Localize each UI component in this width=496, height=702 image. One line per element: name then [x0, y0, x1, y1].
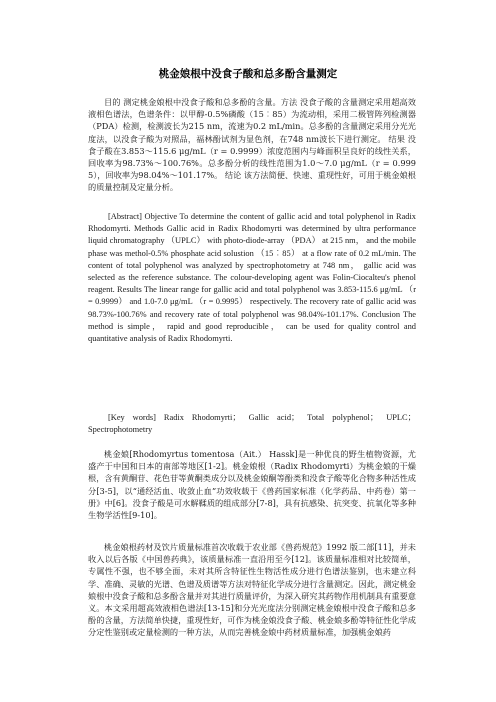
body-paragraph-1: 桃金娘[Rhodomyrtus tomentosa（Ait.） Hassk]是一种优良的野生植物资源，尤盛产于中国和日本的南部等地区[1-2]。桃金娘根（Radix Rhodomyrti）为桃金娘的干燥根，含有黄酮苷、花色苷等黄酮类成分以及桃金娘酮等酚类和没食子酸等化合物多种活性成分[3-5]，以“通经活血、收敛止血”功效收载于《兽药国家标准（化学药品、中药卷）第一册》中[6]。没食子酸是可水解鞣质的组成部分[7-8]，具有抗感染、抗突变、抗氧化等多种生物学活性[9-10]。 — [88, 449, 416, 521]
keywords-english: [Key words] Radix Rhodomyrti； Gallic acid； Total polyphenol； UPLC； Spectrophotometry — [88, 413, 416, 435]
body-paragraph-2: 桃金娘根药材及饮片质量标准首次收载于农业部《兽药规范》1992 版二部[11]，并未收入以后各版《中国兽药典》，该质量标准一直沿用至今[12]。该质量标准相对比较简单，专属性不强，也不够全面，未对其所含特征性生物活性成分进行色谱法鉴别，也未建立科学、准确、灵敏的光谱、色谱及质谱等方法对特征化学成分进行含量测定。因此，测定桃金娘根中没食子酸和总多酚含量并对其进行质量评价，为深入研究其药物作用机制具有重要意义。本文采用超高效液相色谱法[13-15]和分光光度法分别测定桃金娘根中没食子酸和总多酚的含量，方法简单快捷，重现性好，可作为桃金娘没食子酸、桃金娘多酚等特征性化学成分定性鉴别或定量检测的一种方法，从而完善桃金娘中药材质量标准，加强桃金娘药 — [88, 542, 416, 638]
paper-title: 桃金娘根中没食子酸和总多酚含量测定 — [158, 68, 338, 80]
abstract-english: [Abstract] Objective To determine the content of gallic acid and total polyphenol in Radix Rhodomyrti. Methods Gallic acid in Radix Rhodomyrti was determined by ultra performance liquid chromatography （UPLC） with photo-diode-array （PDA） at 215 nm， and the mobile phase was methol-0.5% phosphate acid solustion （15︰85） at a flow rate of 0.2 mL/min. The content of total polyphenol was analyzed by spectrophotometry at 748 nm， gallic acid was selected as the reference substance. The colour-developing agent was Folin-Ciocalteu's phenol reagent. Results The linear range for gallic acid and total polyphenol was 3.853-115.6 μg/mL （r = 0.9999） and 1.0-7.0 μg/mL （r = 0.9995） respectively. The recovery rate of gallic acid was 98.73%-100.76% and recovery rate of total polyphenol was 98.04%-101.17%. Conclusion The method is simple， rapid and good reproducible， can be used for quality control and quantitative analysis of Radix Rhodomyrti. — [88, 212, 416, 344]
abstract-chinese: 目的 测定桃金娘根中没食子酸和总多酚的含量。方法 没食子酸的含量测定采用超高效液相色谱法，色谱条件：以甲醇-0.5%磷酸（15︰85）为流动相，采用二极管阵列检测器（PDA）检测，检测波长为215 nm，流速为0.2 mL/min。总多酚的含量测定采用分光光度法，以没食子酸为对照品，福林酚试剂为显色剂，在748 nm波长下进行测定。 结果 没食子酸在3.853～115.6 μg/mL（r = 0.9999）浓度范围内与峰面积呈良好的线性关系，回收率为98.73%～100.76%。总多酚分析的线性范围为1.0～7.0 μg/mL（r = 0.9995），回收率为98.04%～101.17%。 结论 该方法简便、快速、重现性好，可用于桃金娘根的质量控制及定量分析。 — [88, 97, 416, 193]
